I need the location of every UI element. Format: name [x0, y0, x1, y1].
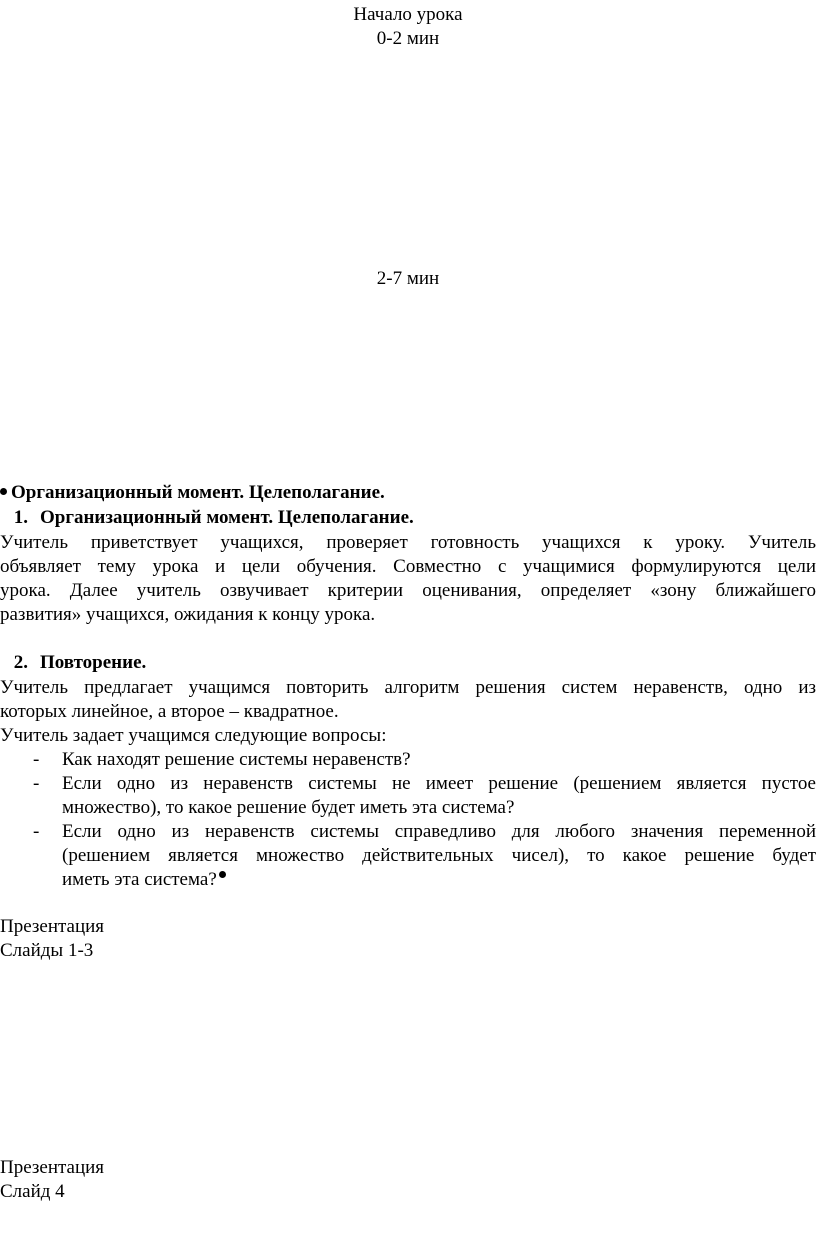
section1-line-3: урока. Далее учитель озвучивает критерии оценивания, определяет «зону ближайшего: [0, 580, 816, 601]
section2-number: 2.: [13, 652, 28, 673]
section1-title: Организационный момент. Целеполагание.: [40, 507, 414, 528]
resource-slides-2: Слайд 4: [0, 1181, 65, 1202]
bullet-icon: [0, 488, 7, 495]
section2-intro-line-2: которых линейное, а второе – квадратное.: [0, 701, 339, 722]
question-2-line-2: множество), то какое решение будет иметь эта система?: [62, 797, 515, 818]
question-3-line-3: иметь эта система?: [62, 869, 217, 890]
section2-intro-line-1: Учитель предлагает учащимся повторить алгоритм решения систем неравенств, одно из: [0, 677, 816, 698]
resource-label-2: Презентация: [0, 1157, 105, 1178]
section1-line-1: Учитель приветствует учащихся, проверяет готовность учащихся к уроку. Учитель: [0, 532, 816, 553]
question-item-2-cont: [0, 796, 816, 820]
section1-line-4: развития» учащихся, ожидания к концу урока.: [0, 604, 376, 625]
bullet-icon: [219, 871, 226, 878]
section2-title: Повторение.: [40, 652, 147, 673]
section1-heading: [0, 507, 414, 529]
lesson-start-label: Начало урока: [353, 4, 463, 25]
dash-marker: -: [33, 749, 40, 770]
lesson-start-range: 0-2 мин: [376, 28, 440, 49]
section1-line-2: объявляет тему урока и цели обучения. Совместно с учащимися формулируются цели: [0, 556, 816, 577]
question-item-2: [0, 772, 816, 796]
question-item-3: [0, 820, 816, 844]
question-3-line-2: (решением является множество действительных чисел), то какое решение будет: [62, 845, 816, 866]
question-item-3-cont2: [0, 868, 816, 892]
bullet-heading: [0, 482, 385, 504]
questions-intro: Учитель задает учащимся следующие вопросы:: [0, 725, 387, 746]
question-item-3-cont: [0, 844, 816, 868]
resource-label-1: Презентация: [0, 916, 105, 937]
dash-marker: -: [33, 773, 40, 794]
bullet-heading-text: Организационный момент. Целеполагание.: [11, 482, 385, 503]
question-1-line-1: Как находят решение системы неравенств?: [62, 749, 411, 770]
question-item-1: [0, 748, 816, 772]
question-2-line-1: Если одно из неравенств системы не имеет решение (решением является пустое: [62, 773, 816, 794]
section2-heading: [0, 652, 146, 674]
section1-number: 1.: [13, 507, 28, 528]
dash-marker: -: [33, 821, 40, 842]
question-3-line-1: Если одно из неравенств системы справедливо для любого значения переменной: [62, 821, 816, 842]
resource-slides-1: Слайды 1-3: [0, 940, 94, 961]
second-stage-range: 2-7 мин: [376, 268, 440, 289]
